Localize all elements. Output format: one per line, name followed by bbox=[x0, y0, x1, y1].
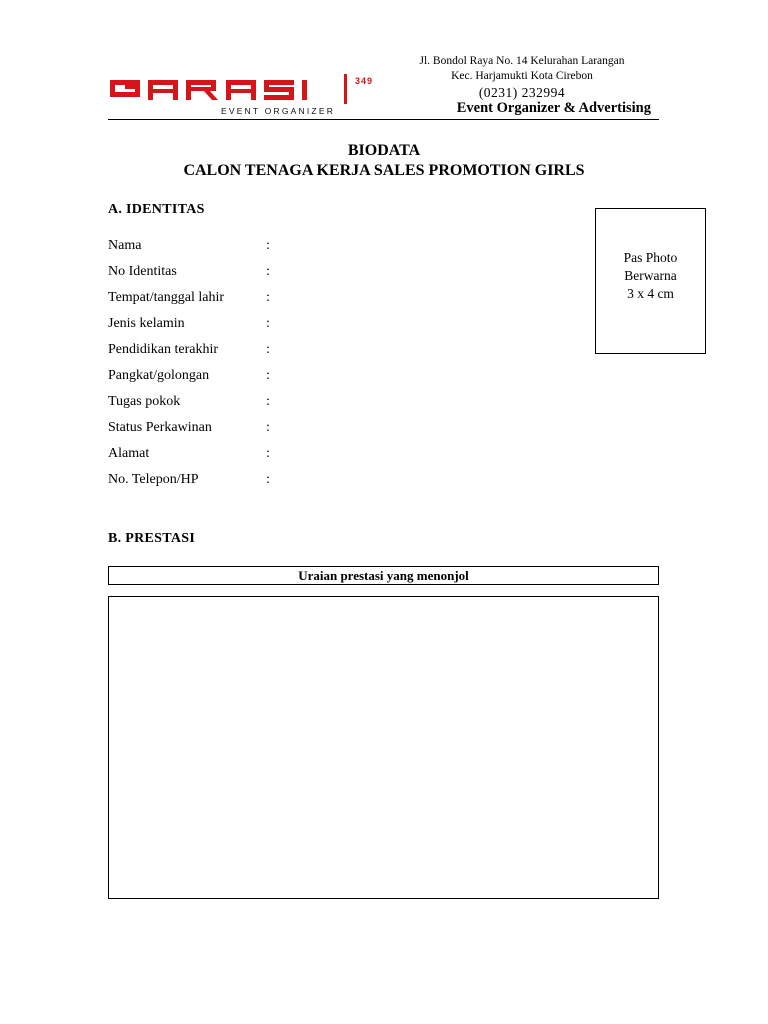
field-label: No. Telepon/HP bbox=[108, 472, 199, 487]
field-row-jenis-kelamin bbox=[108, 314, 408, 340]
field-separator: : bbox=[266, 394, 270, 409]
document-subtitle: CALON TENAGA KERJA SALES PROMOTION GIRLS bbox=[183, 162, 585, 179]
photo-instructions bbox=[596, 249, 705, 303]
field-label: Nama bbox=[108, 238, 142, 253]
company-tagline: Event Organizer & Advertising bbox=[456, 100, 651, 116]
field-label: No Identitas bbox=[108, 264, 177, 279]
field-label: Alamat bbox=[108, 446, 150, 461]
field-row-no-telepon bbox=[108, 470, 408, 496]
photo-placeholder bbox=[595, 208, 706, 354]
identity-fields bbox=[108, 236, 408, 496]
prestasi-text-area bbox=[108, 596, 659, 899]
field-row-pendidikan-terakhir bbox=[108, 340, 408, 366]
photo-line-2: Berwarna bbox=[624, 268, 677, 283]
field-row-tugas-pokok bbox=[108, 392, 408, 418]
field-row-nama bbox=[108, 236, 408, 262]
field-row-pangkat-golongan bbox=[108, 366, 408, 392]
prestasi-table-header: Uraian prestasi yang menonjol bbox=[108, 566, 659, 585]
field-label: Tugas pokok bbox=[108, 394, 181, 409]
field-row-status-perkawinan bbox=[108, 418, 408, 444]
header-divider bbox=[108, 119, 659, 120]
field-separator: : bbox=[266, 290, 270, 305]
photo-line-1: Pas Photo bbox=[623, 250, 678, 265]
field-separator: : bbox=[266, 316, 270, 331]
address-line-1: Jl. Bondol Raya No. 14 Kelurahan Larangan bbox=[419, 55, 625, 67]
field-separator: : bbox=[266, 368, 270, 383]
field-separator: : bbox=[266, 446, 270, 461]
logo-superscript: 349 bbox=[355, 76, 374, 86]
field-separator: : bbox=[266, 342, 270, 357]
company-logo bbox=[108, 72, 398, 120]
field-separator: : bbox=[266, 238, 270, 253]
field-row-alamat bbox=[108, 444, 408, 470]
field-label: Jenis kelamin bbox=[108, 316, 185, 331]
field-label: Status Perkawinan bbox=[108, 420, 212, 435]
field-label: Tempat/tanggal lahir bbox=[108, 290, 225, 305]
company-address bbox=[392, 54, 652, 101]
document-title: BIODATA bbox=[347, 142, 421, 159]
field-separator: : bbox=[266, 420, 270, 435]
section-prestasi-heading: B. PRESTASI bbox=[108, 531, 196, 546]
field-label: Pangkat/golongan bbox=[108, 368, 210, 383]
logo-wordmark bbox=[108, 72, 348, 104]
field-label: Pendidikan terakhir bbox=[108, 342, 219, 357]
company-phone: (0231) 232994 bbox=[478, 85, 566, 100]
logo-subtitle: EVENT ORGANIZER bbox=[220, 106, 336, 116]
field-separator: : bbox=[266, 264, 270, 279]
field-row-tempat-tanggal-lahir bbox=[108, 288, 408, 314]
photo-line-3: 3 x 4 cm bbox=[627, 286, 674, 301]
field-separator: : bbox=[266, 472, 270, 487]
section-identitas-heading: A. IDENTITAS bbox=[108, 202, 205, 217]
address-line-2: Kec. Harjamukti Kota Cirebon bbox=[451, 70, 593, 82]
field-row-no-identitas bbox=[108, 262, 408, 288]
